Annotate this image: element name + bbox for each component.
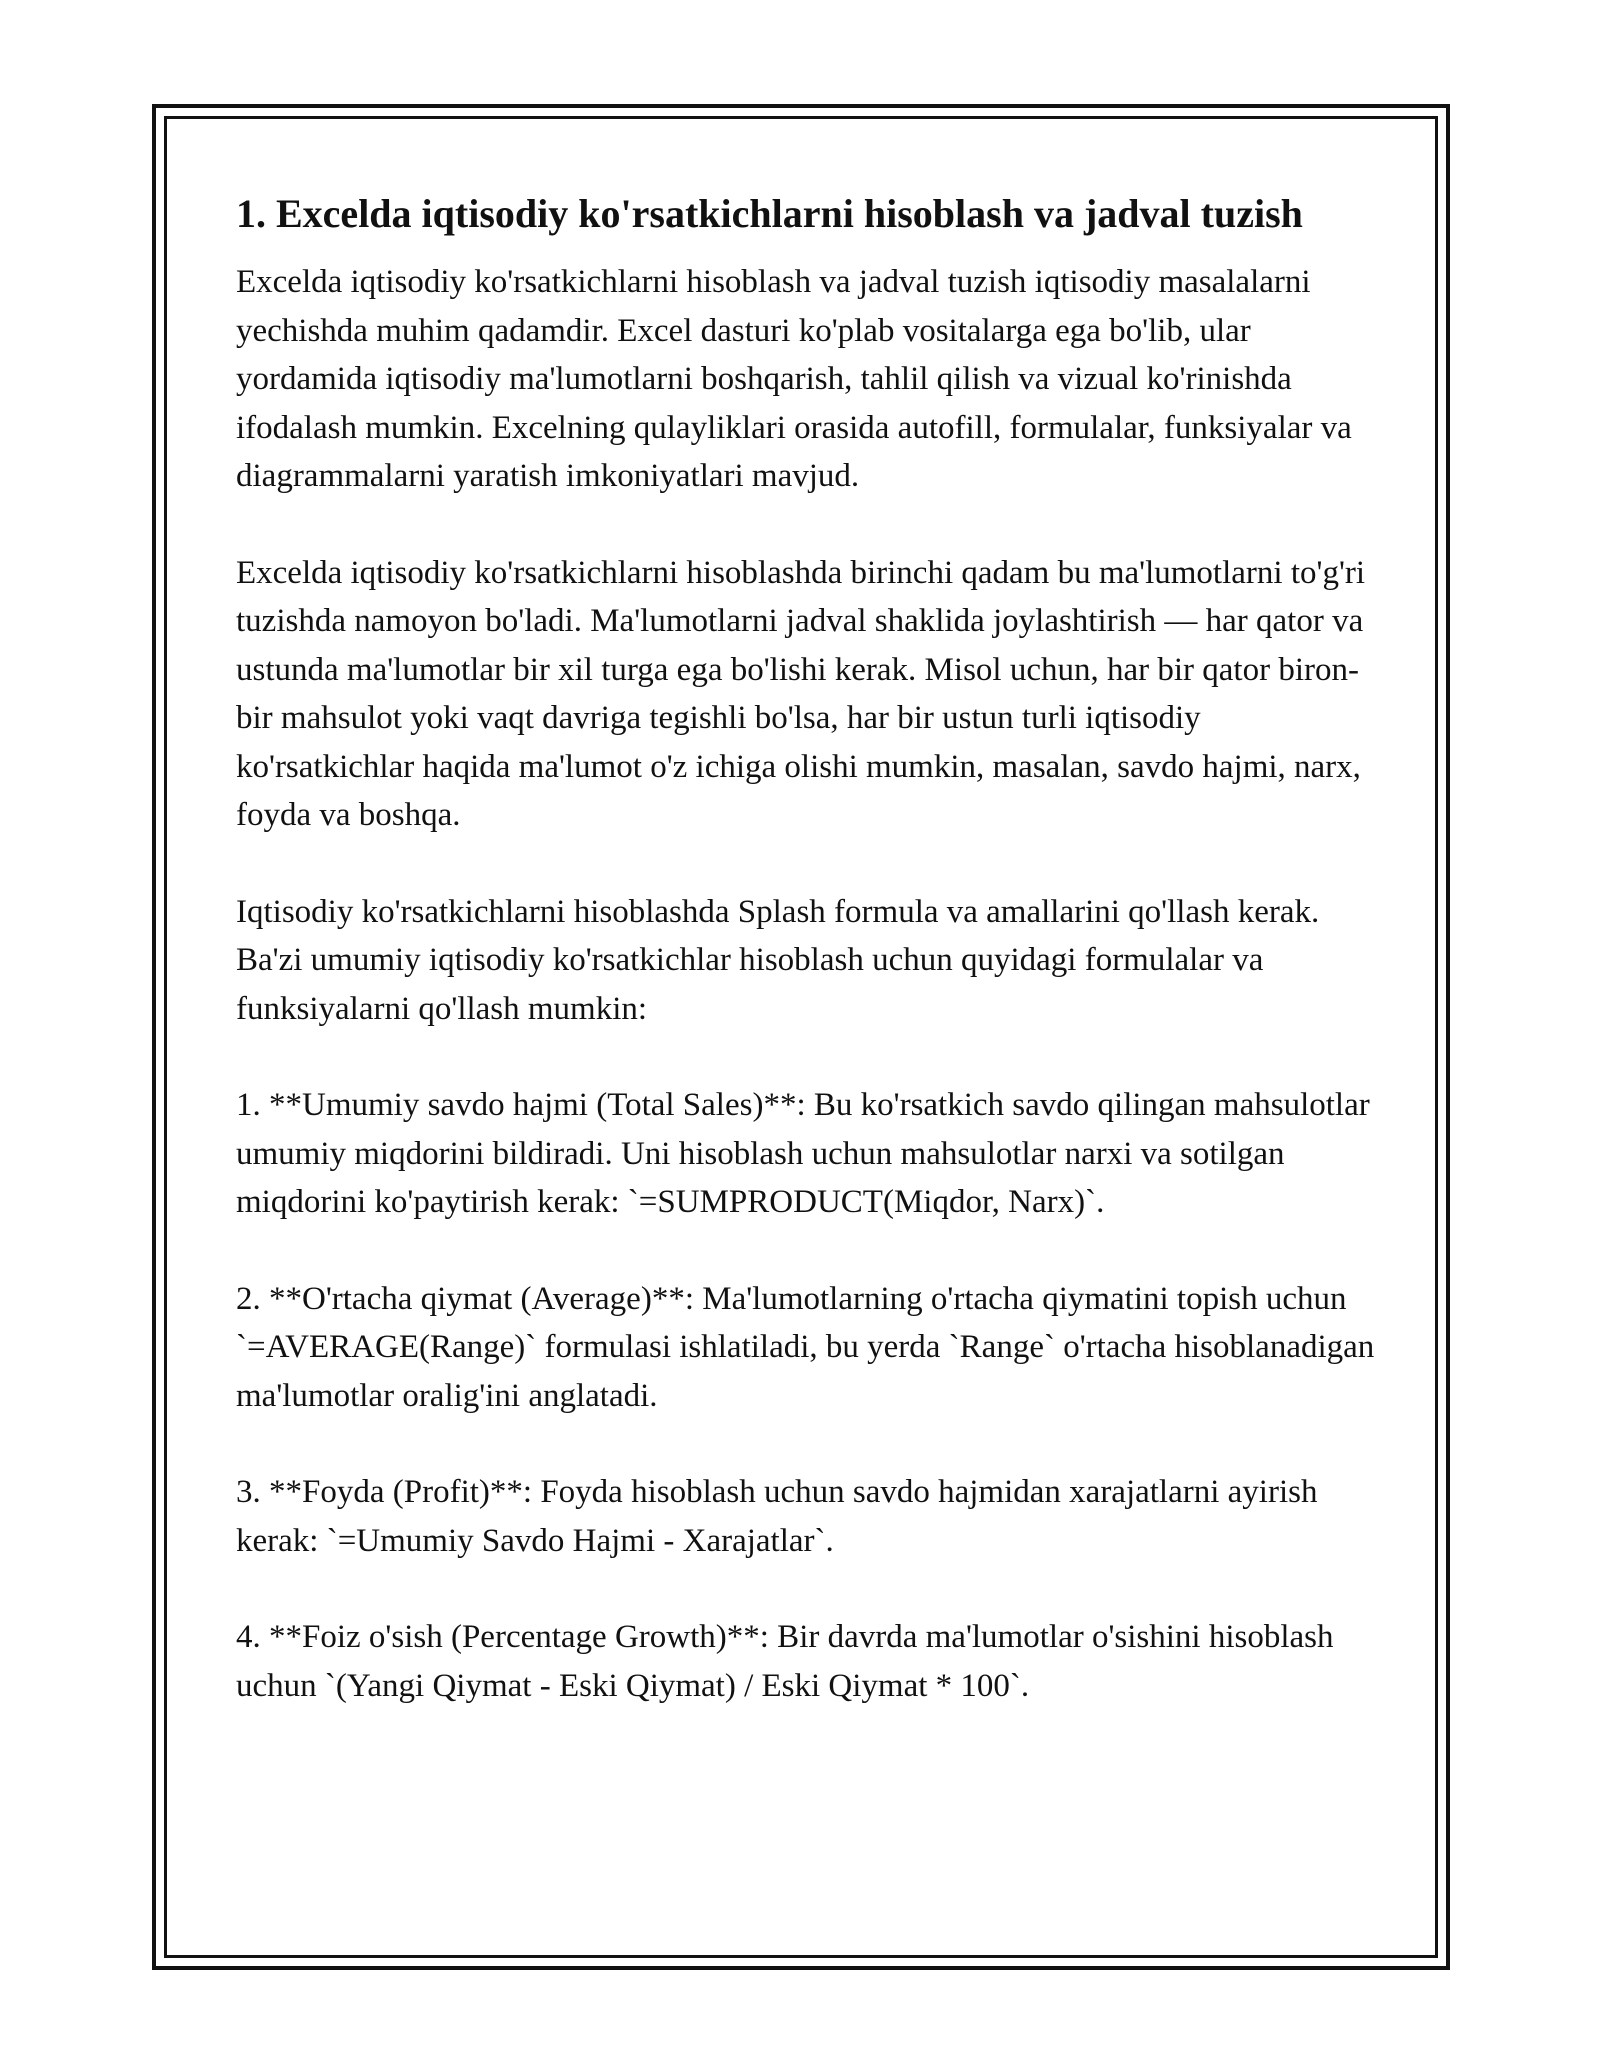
list-item-total-sales: 1. **Umumiy savdo hajmi (Total Sales)**: Bu ko'rsatkich savdo qilingan mahsulotlar umumiy miqdorini bildiradi. Uni hisoblash uchun mahsulotlar narxi va sotilgan miqdorini ko'paytirish kerak: `=SUMPRODUCT(Miqdor, Narx)`. [236,1087,1370,1220]
document-body [236,188,1378,1758]
paragraph-data-structure: Excelda iqtisodiy ko'rsatkichlarni hisoblashda birinchi qadam bu ma'lumotlarni to'g'ri tuzishda namoyon bo'ladi. Ma'lumotlarni jadval shaklida joylashtirish — har qator va ustunda ma'lumotlar bir xil turga ega bo'lishi kerak. Misol uchun, har bir qator biron-bir mahsulot yoki vaqt davriga tegishli bo'lsa, har bir ustun turli iqtisodiy ko'rsatkichlar haqida ma'lumot o'z ichiga olishi mumkin, masalan, savdo hajmi, narx, foyda va boshqa. [236,554,1366,833]
list-item-profit: 3. **Foyda (Profit)**: Foyda hisoblash uchun savdo hajmidan xarajatlarni ayirish kerak: `=Umumiy Savdo Hajmi - Xarajatlar`. [236,1474,1318,1559]
paragraph-intro: Excelda iqtisodiy ko'rsatkichlarni hisoblash va jadval tuzish iqtisodiy masalalarni yechishda muhim qadamdir. Excel dasturi ko'plab vositalarga ega bo'lib, ular yordamida iqtisodiy ma'lumotlarni boshqarish, tahlil qilish va vizual ko'rinishda ifodalash mumkin. Excelning qulayliklari orasida autofill, formulalar, funksiyalar va diagrammalarni yaratish imkoniyatlari mavjud. [236,264,1352,494]
section-title: 1. Excelda iqtisodiy ko'rsatkichlarni hisoblash va jadval tuzish [236,191,1303,236]
list-item-average: 2. **O'rtacha qiymat (Average)**: Ma'lumotlarning o'rtacha qiymatini topish uchun `=AVERAGE(Range)` formulasi ishlatiladi, bu yerda `Range` o'rtacha hisoblanadigan ma'lumotlar oralig'ini anglatadi. [236,1280,1375,1414]
list-item-percentage-growth: 4. **Foiz o'sish (Percentage Growth)**: Bir davrda ma'lumotlar o'sishini hisoblash uchun `(Yangi Qiymat - Eski Qiymat) / Eski Qiymat * 100`. [236,1619,1334,1704]
paragraph-formulas-intro: Iqtisodiy ko'rsatkichlarni hisoblashda Splash formula va amallarini qo'llash kerak. Ba'zi umumiy iqtisodiy ko'rsatkichlar hisoblash uchun quyidagi formulalar va funksiyalarni qo'llash mumkin: [236,893,1320,1027]
